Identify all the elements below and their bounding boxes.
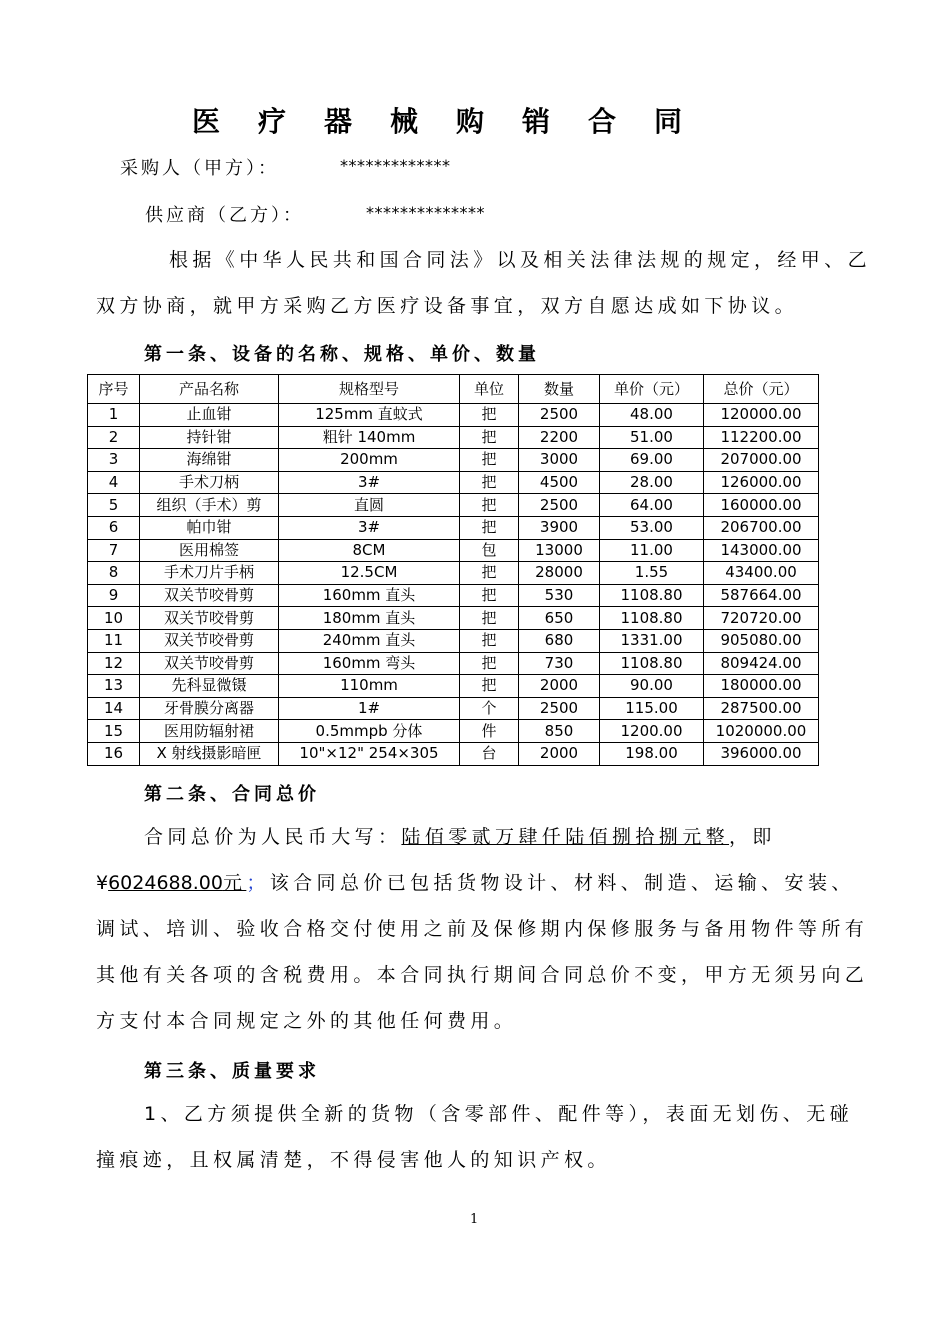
table-cell: 医用防辐射裙 [140,720,279,743]
price-in-figures: 6024688.00 [108,872,223,894]
price-semicolon: ； [246,872,270,894]
table-cell: 587664.00 [704,584,819,607]
table-cell: 2200 [519,426,600,449]
table-cell: 3# [279,516,460,539]
table-cell: 680 [519,629,600,652]
table-cell: 64.00 [600,494,704,517]
table-cell: 5 [88,494,140,517]
table-cell: 126000.00 [704,471,819,494]
table-cell: 530 [519,584,600,607]
table-cell: 11.00 [600,539,704,562]
table-cell: 先科显微镊 [140,675,279,698]
table-cell: 2000 [519,675,600,698]
table-cell: 止血钳 [140,404,279,427]
table-row [88,449,819,472]
header-cell: 数量 [519,375,600,404]
table-cell: 把 [460,675,519,698]
table-cell: 海绵钳 [140,449,279,472]
table-cell: 把 [460,404,519,427]
table-cell: 0.5mmpb 分体 [279,720,460,743]
article2-paragraph [96,814,876,1044]
table-cell: 医用棉签 [140,539,279,562]
header-cell: 总价（元） [704,375,819,404]
table-cell: 手术刀片手柄 [140,562,279,585]
table-cell: 4500 [519,471,600,494]
table-cell: 207000.00 [704,449,819,472]
table-cell: 把 [460,652,519,675]
table-cell: 396000.00 [704,742,819,765]
table-cell: 牙骨膜分离器 [140,697,279,720]
table-row [88,607,819,630]
supplier-label: 供应商（乙方）： [145,205,304,226]
table-cell: 3 [88,449,140,472]
table-cell: 125mm 直蚊式 [279,404,460,427]
table-cell: 把 [460,562,519,585]
table-cell: 直圆 [279,494,460,517]
table-cell: 115.00 [600,697,704,720]
table-cell: 双关节咬骨剪 [140,607,279,630]
table-cell: 双关节咬骨剪 [140,652,279,675]
table-cell: 包 [460,539,519,562]
table-cell: 112200.00 [704,426,819,449]
table-cell: 240mm 直头 [279,629,460,652]
table-cell: 720720.00 [704,607,819,630]
table-cell: 13 [88,675,140,698]
table-cell: 6 [88,516,140,539]
table-cell: 110mm [279,675,460,698]
table-cell: 9 [88,584,140,607]
header-cell: 规格型号 [279,375,460,404]
table-cell: 14 [88,697,140,720]
table-cell: 13000 [519,539,600,562]
table-cell: 905080.00 [704,629,819,652]
equipment-table [87,374,819,766]
table-cell: 850 [519,720,600,743]
table-cell: 180mm 直头 [279,607,460,630]
table-header-row [88,375,819,404]
table-cell: 650 [519,607,600,630]
table-cell: 把 [460,471,519,494]
table-cell: 7 [88,539,140,562]
table-cell: 台 [460,742,519,765]
table-cell: 2000 [519,742,600,765]
header-cell: 序号 [88,375,140,404]
table-cell: 730 [519,652,600,675]
table-cell: 3# [279,471,460,494]
table-cell: 28000 [519,562,600,585]
price-unit: 元 [222,872,247,894]
table-cell: 把 [460,607,519,630]
buyer-value: ************* [340,156,451,175]
table-cell: 个 [460,697,519,720]
table-row [88,404,819,427]
table-cell: 16 [88,742,140,765]
table-cell: 2 [88,426,140,449]
table-cell: 双关节咬骨剪 [140,629,279,652]
table-cell: 180000.00 [704,675,819,698]
table-cell: 手术刀柄 [140,471,279,494]
table-row [88,471,819,494]
document-title: 医疗器械购销合同 [192,105,721,138]
price-mid: ，即 [729,826,776,848]
article3-item1: 1、乙方须提供全新的货物（含零部件、配件等），表面无划伤、无碰撞痕迹，且权属清楚，不得侵害他人的知识产权。 [96,1103,853,1171]
table-cell: 11 [88,629,140,652]
table-cell: 51.00 [600,426,704,449]
table-cell: 53.00 [600,516,704,539]
table-cell: 1200.00 [600,720,704,743]
table-cell: 粗针 140mm [279,426,460,449]
supplier-value: ************** [366,203,485,222]
table-row [88,742,819,765]
currency-symbol: ¥ [96,872,109,894]
table-cell: 1108.80 [600,607,704,630]
price-in-words: 陆佰零贰万肆仟陆佰捌拾捌元整 [401,826,730,848]
table-cell: 43400.00 [704,562,819,585]
table-cell: 4 [88,471,140,494]
table-cell: 120000.00 [704,404,819,427]
table-cell: 1108.80 [600,584,704,607]
table-cell: 48.00 [600,404,704,427]
table-cell: 90.00 [600,675,704,698]
table-cell: 8 [88,562,140,585]
table-cell: 3000 [519,449,600,472]
table-cell: 件 [460,720,519,743]
table-cell: 持针钳 [140,426,279,449]
table-cell: 1 [88,404,140,427]
table-row [88,562,819,585]
table-cell: 双关节咬骨剪 [140,584,279,607]
table-cell: 10"×12" 254×305 [279,742,460,765]
buyer-label: 采购人（甲方）： [120,158,279,179]
table-row [88,697,819,720]
table-cell: 69.00 [600,449,704,472]
table-cell: 把 [460,494,519,517]
table-cell: 把 [460,516,519,539]
table-cell: 1020000.00 [704,720,819,743]
table-cell: 2500 [519,404,600,427]
table-cell: 160mm 弯头 [279,652,460,675]
table-row [88,584,819,607]
intro-paragraph: 根据《中华人民共和国合同法》以及相关法律法规的规定，经甲、乙双方协商，就甲方采购乙方医疗设备事宜，双方自愿达成如下协议。 [96,249,872,317]
article3-heading: 第三条、质量要求 [144,1061,320,1082]
table-cell: 把 [460,629,519,652]
table-row [88,516,819,539]
table-row [88,426,819,449]
table-row [88,629,819,652]
table-cell: X 射线摄影暗匣 [140,742,279,765]
article1-heading: 第一条、设备的名称、规格、单价、数量 [144,344,540,365]
table-cell: 10 [88,607,140,630]
table-cell: 把 [460,584,519,607]
table-cell: 1# [279,697,460,720]
table-cell: 206700.00 [704,516,819,539]
table-cell: 12.5CM [279,562,460,585]
table-cell: 143000.00 [704,539,819,562]
header-cell: 单位 [460,375,519,404]
table-cell: 28.00 [600,471,704,494]
table-cell: 287500.00 [704,697,819,720]
table-cell: 把 [460,449,519,472]
table-row [88,494,819,517]
table-cell: 2500 [519,494,600,517]
table-cell: 1331.00 [600,629,704,652]
table-cell: 809424.00 [704,652,819,675]
table-row [88,652,819,675]
price-prefix: 合同总价为人民币大写： [144,826,402,848]
table-cell: 8CM [279,539,460,562]
table-cell: 160000.00 [704,494,819,517]
table-cell: 帕巾钳 [140,516,279,539]
header-cell: 产品名称 [140,375,279,404]
table-cell: 15 [88,720,140,743]
table-row [88,675,819,698]
table-cell: 160mm 直头 [279,584,460,607]
table-cell: 1108.80 [600,652,704,675]
table-cell: 把 [460,426,519,449]
table-cell: 3900 [519,516,600,539]
table-cell: 200mm [279,449,460,472]
table-cell: 198.00 [600,742,704,765]
table-row [88,539,819,562]
table-cell: 2500 [519,697,600,720]
header-cell: 单价（元） [600,375,704,404]
table-cell: 12 [88,652,140,675]
table-row [88,720,819,743]
article2-heading: 第二条、合同总价 [144,784,320,805]
table-cell: 1.55 [600,562,704,585]
table-cell: 组织（手术）剪 [140,494,279,517]
page-number: 1 [470,1212,479,1227]
price-scope-text: 该合同总价已包括货物设计、材料、制造、运输、安装、调试、培训、验收合格交付使用之前及保修期内保修服务与备用物件等所有其他有关各项的含税费用。本合同执行期间合同总价不变，甲方无须另向乙方支付本合同规定之外的其他任何费用。 [96,872,869,1032]
